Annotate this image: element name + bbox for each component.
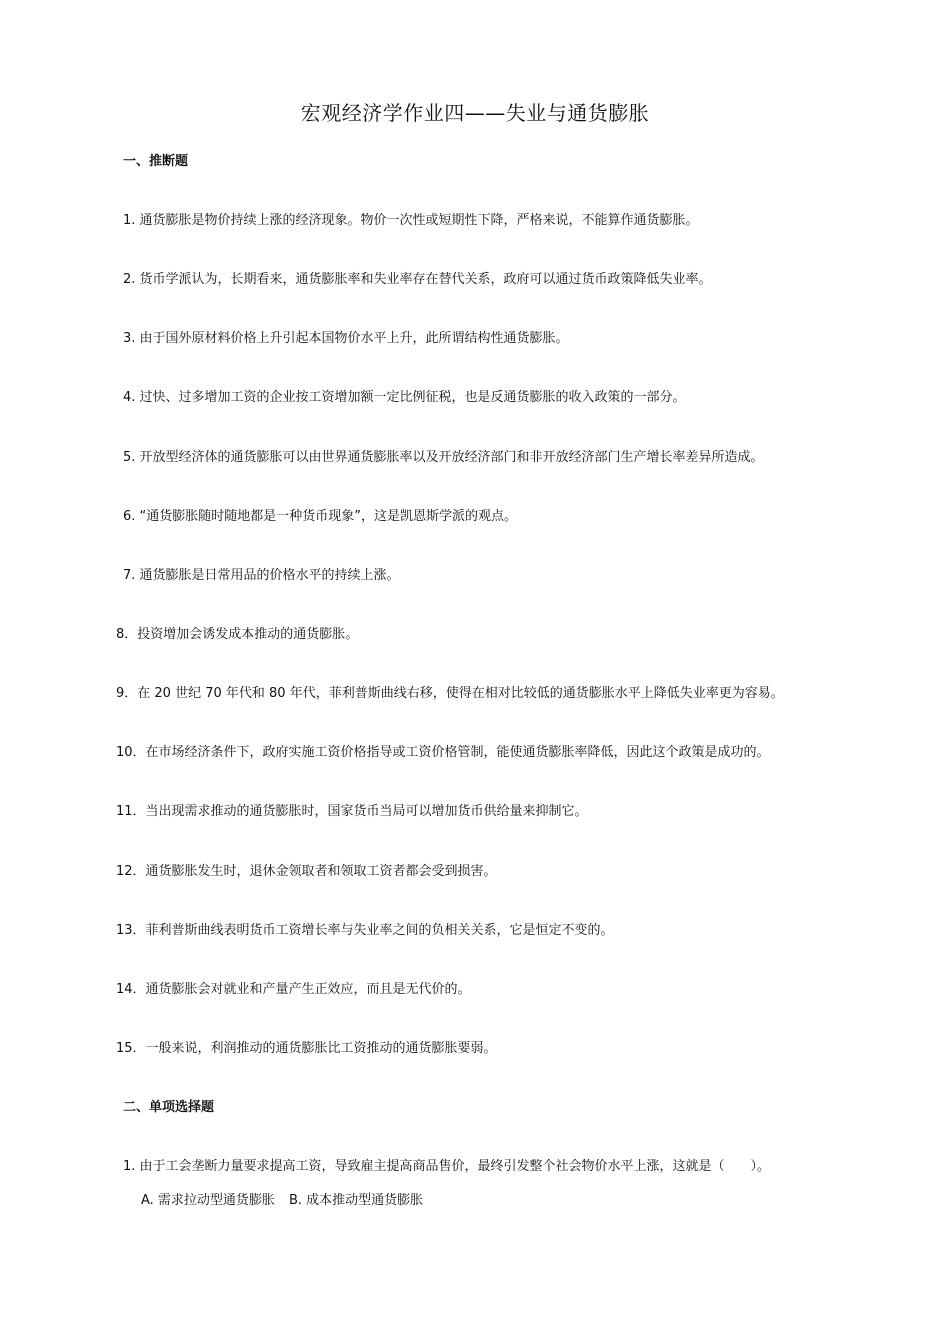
choice-option-b: B. 成本推动型通货膨胀 bbox=[288, 1193, 424, 1208]
judgement-item: 10．在市场经济条件下，政府实施工资价格指导或工资价格管制，能使通货膨胀率降低，因此这个政策是成功的。 bbox=[116, 745, 770, 760]
judgement-item: 2. 货币学派认为，长期看来，通货膨胀率和失业率存在替代关系，政府可以通过货币政策降低失业率。 bbox=[123, 272, 712, 287]
choice-question: 1. 由于工会垄断力量要求提高工资，导致雇主提高商品售价，最终引发整个社会物价水平上涨，这就是（ ）。 bbox=[123, 1159, 771, 1174]
judgement-item: 8．投资增加会诱发成本推动的通货膨胀。 bbox=[116, 627, 359, 642]
judgement-item: 5. 开放型经济体的通货膨胀可以由世界通货膨胀率以及开放经济部门和非开放经济部门生产增长率差异所造成。 bbox=[123, 450, 764, 465]
judgement-item: 11．当出现需求推动的通货膨胀时，国家货币当局可以增加货币供给量来抑制它。 bbox=[116, 804, 588, 819]
judgement-item: 14．通货膨胀会对就业和产量产生正效应，而且是无代价的。 bbox=[116, 982, 471, 997]
judgement-item: 13．菲利普斯曲线表明货币工资增长率与失业率之间的负相关关系，它是恒定不变的。 bbox=[116, 923, 614, 938]
judgement-item: 7. 通货膨胀是日常用品的价格水平的持续上涨。 bbox=[123, 568, 400, 583]
choice-option-a: A. 需求拉动型通货膨胀 bbox=[141, 1193, 275, 1208]
judgement-item: 15．一般来说，利润推动的通货膨胀比工资推动的通货膨胀要弱。 bbox=[116, 1041, 497, 1056]
section-heading-single-choice: 二、单项选择题 bbox=[123, 1100, 215, 1115]
judgement-item: 3. 由于国外原材料价格上升引起本国物价水平上升，此所谓结构性通货膨胀。 bbox=[123, 331, 569, 346]
judgement-item: 12．通货膨胀发生时，退休金领取者和领取工资者都会受到损害。 bbox=[116, 864, 497, 879]
judgement-item: 1. 通货膨胀是物价持续上涨的经济现象。物价一次性或短期性下降，严格来说，不能算作通货膨胀。 bbox=[123, 213, 699, 228]
section-heading-judgement: 一、推断题 bbox=[123, 154, 189, 169]
judgement-item: 4. 过快、过多增加工资的企业按工资增加额一定比例征税，也是反通货膨胀的收入政策的一部分。 bbox=[123, 390, 686, 405]
choice-options bbox=[141, 1191, 423, 1211]
document-title: 宏观经济学作业四——失业与通货膨胀 bbox=[300, 101, 650, 125]
judgement-item: 6. “通货膨胀随时随地都是一种货币现象”，这是凯恩斯学派的观点。 bbox=[123, 509, 518, 524]
judgement-item: 9．在 20 世纪 70 年代和 80 年代，菲利普斯曲线右移，使得在相对比较低的通货膨胀水平上降低失业率更为容易。 bbox=[116, 686, 784, 701]
